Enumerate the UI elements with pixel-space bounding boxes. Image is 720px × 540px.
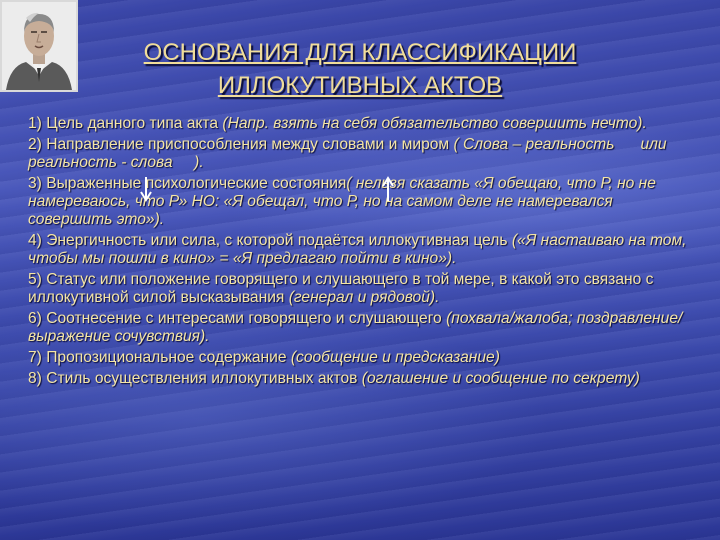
title-line-1: ОСНОВАНИЯ ДЛЯ КЛАССИФИКАЦИИ [143, 39, 577, 66]
item-text: 7) Пропозициональное содержание [28, 349, 291, 366]
item-text: 5) Статус или положение говорящего и слушающего в той мере, в какой это связано с иллокутивной силой высказывания [28, 271, 654, 307]
page-title [100, 36, 620, 102]
list-item-8 [28, 370, 694, 388]
arrow-down-icon [139, 176, 153, 202]
item-text: 1) Цель данного типа акта [28, 115, 223, 132]
item-example: (Напр. взять на себя обязательство совершить нечто). [222, 115, 647, 132]
item-text: 8) Стиль осуществления иллокутивных актов [28, 369, 362, 387]
item-example: (сообщение и предсказание) [290, 349, 500, 366]
item-example: («Я настаиваю на том, чтобы мы пошли в кино» = «Я предлагаю пойти в кино»). [28, 232, 687, 268]
classification-list [28, 115, 694, 391]
list-item-1 [28, 115, 694, 133]
list-item-5 [28, 271, 694, 307]
portrait-photo [0, 0, 78, 92]
list-item-2 [28, 136, 694, 172]
list-item-6 [28, 310, 694, 346]
title-line-2: ИЛЛОКУТИВНЫХ АКТОВ [217, 72, 503, 99]
item-example: (оглашение и сообщение по секрету) [361, 369, 640, 387]
item-text: 2) Направление приспособления между словами и миром [28, 135, 454, 153]
list-item-3 [28, 175, 694, 230]
item-text: 3) Выраженные психологические состояния [28, 174, 347, 192]
item-example: ( Слова – реальность или реальность - слова ). [28, 135, 671, 171]
item-example: ( нельзя сказать «Я обещаю, что Р, но не намереваюсь, что Р» НО: «Я обещал, что Р, но на самом деле не намеревался совершить это»). [28, 174, 656, 229]
item-example: (похвала/жалоба; поздравление/выражение сочувствия). [28, 310, 683, 346]
item-example: (генерал и рядовой). [288, 289, 440, 307]
item-text: 6) Соотнесение с интересами говорящего и слушающего [28, 310, 447, 327]
arrow-up-icon [381, 176, 395, 202]
item-text: 4) Энергичность или сила, с которой подаётся иллокутивная цель [28, 232, 512, 249]
list-item-7 [28, 349, 694, 367]
list-item-4 [28, 232, 694, 268]
